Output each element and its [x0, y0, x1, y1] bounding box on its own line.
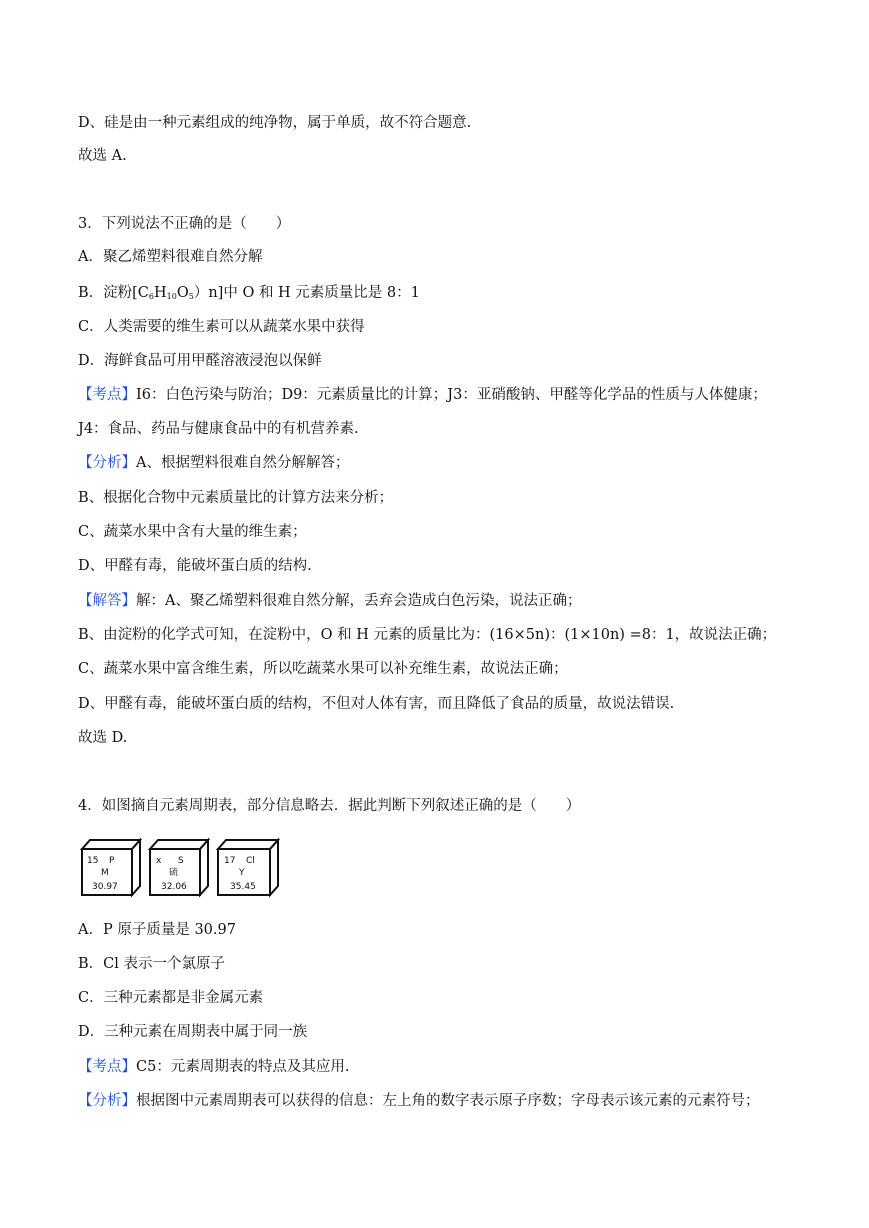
jieda-text: 解：A、聚乙烯塑料很难自然分解，丢弃会造成白色污染，说法正确； [136, 593, 582, 609]
q3-answer: 故选 D. [78, 730, 128, 746]
q4-option-c: C．三种元素都是非金属元素 [78, 990, 264, 1006]
p-number: 15 [87, 856, 99, 866]
cl-mass: 35.45 [230, 882, 256, 892]
cl-symbol: Cl [246, 856, 255, 866]
s-mass: 32.06 [161, 882, 187, 892]
subscript: 10 [166, 292, 177, 301]
q4-stem: 4．如图摘自元素周期表，部分信息略去．据此判断下列叙述正确的是（ ） [78, 798, 581, 814]
kaodian-tag: 【考点】 [78, 387, 136, 403]
q3-jieda-d: D、甲醛有毒，能破坏蛋白质的结构，不但对人体有害，而且降低了食品的质量，故说法错误. [78, 696, 675, 712]
q3-option-c: C．人类需要的维生素可以从蔬菜水果中获得 [78, 319, 365, 335]
fenxi-text: 根据图中元素周期表可以获得的信息：左上角的数字表示原子序数；字母表示该元素的元素符号； [136, 1093, 760, 1109]
q4-option-d: D．三种元素在周期表中属于同一族 [78, 1024, 308, 1040]
kaodian-tag: 【考点】 [78, 1059, 136, 1075]
q3-kaodian [78, 385, 767, 405]
q3-option-b-text: O [176, 285, 189, 301]
subscript: 5 [188, 292, 194, 301]
q4-option-b: B．Cl 表示一个氯原子 [78, 956, 225, 972]
p-name: M [101, 868, 109, 878]
p-symbol: P [109, 856, 115, 866]
p-mass: 30.97 [92, 882, 118, 892]
fenxi-text: A、根据塑料很难自然分解解答； [136, 455, 350, 471]
q3-option-b-text: ）n]中 O 和 H 元素质量比是 8：1 [193, 285, 420, 301]
q3-kaodian-cont: J4：食品、药品与健康食品中的有机营养素. [78, 421, 359, 437]
q4-option-a: A．P 原子质量是 30.97 [78, 922, 236, 938]
s-name: 硫 [169, 868, 179, 878]
q3-fenxi-b: B、根据化合物中元素质量比的计算方法来分析； [78, 490, 394, 506]
q3-fenxi-d: D、甲醛有毒，能破坏蛋白质的结构. [78, 558, 312, 574]
q3-fenxi-c: C、蔬菜水果中含有大量的维生素； [78, 524, 307, 540]
prev-option-d: D、硅是由一种元素组成的纯净物，属于单质，故不符合题意. [78, 115, 472, 131]
cl-number: 17 [224, 856, 236, 866]
q4-kaodian [78, 1057, 349, 1077]
fenxi-tag: 【分析】 [78, 1093, 136, 1109]
jieda-tag: 【解答】 [78, 593, 136, 609]
q3-stem: 3．下列说法不正确的是（ ） [78, 216, 291, 232]
periodic-table-figure [80, 833, 290, 903]
q3-jieda-c: C、蔬菜水果中富含维生素，所以吃蔬菜水果可以补充维生素，故说法正确； [78, 661, 568, 677]
q3-option-d: D．海鲜食品可用甲醛溶液浸泡以保鲜 [78, 353, 322, 369]
prev-answer: 故选 A. [78, 148, 127, 164]
s-symbol: S [178, 856, 184, 866]
q3-option-a: A．聚乙烯塑料很难自然分解 [78, 249, 263, 265]
s-number: x [156, 856, 162, 866]
q3-option-b-text: B．淀粉[C [78, 285, 149, 301]
q3-jieda [78, 591, 581, 611]
kaodian-text: I6：白色污染与防治；D9：元素质量比的计算；J3：亚硝酸钠、甲醛等化学品的性质与人体健康； [136, 387, 767, 403]
kaodian-text: C5：元素周期表的特点及其应用. [136, 1059, 350, 1075]
q3-option-b-text: H [154, 285, 167, 301]
q3-option-b [78, 283, 420, 303]
fenxi-tag: 【分析】 [78, 455, 136, 471]
cl-name: Y [239, 868, 245, 878]
q3-jieda-b: B、由淀粉的化学式可知，在淀粉中，O 和 H 元素的质量比为：(16×5n)：(1×10n) =8：1，故说法正确； [78, 627, 777, 643]
q4-fenxi [78, 1091, 760, 1111]
q3-fenxi [78, 453, 349, 473]
subscript: 6 [148, 292, 155, 301]
